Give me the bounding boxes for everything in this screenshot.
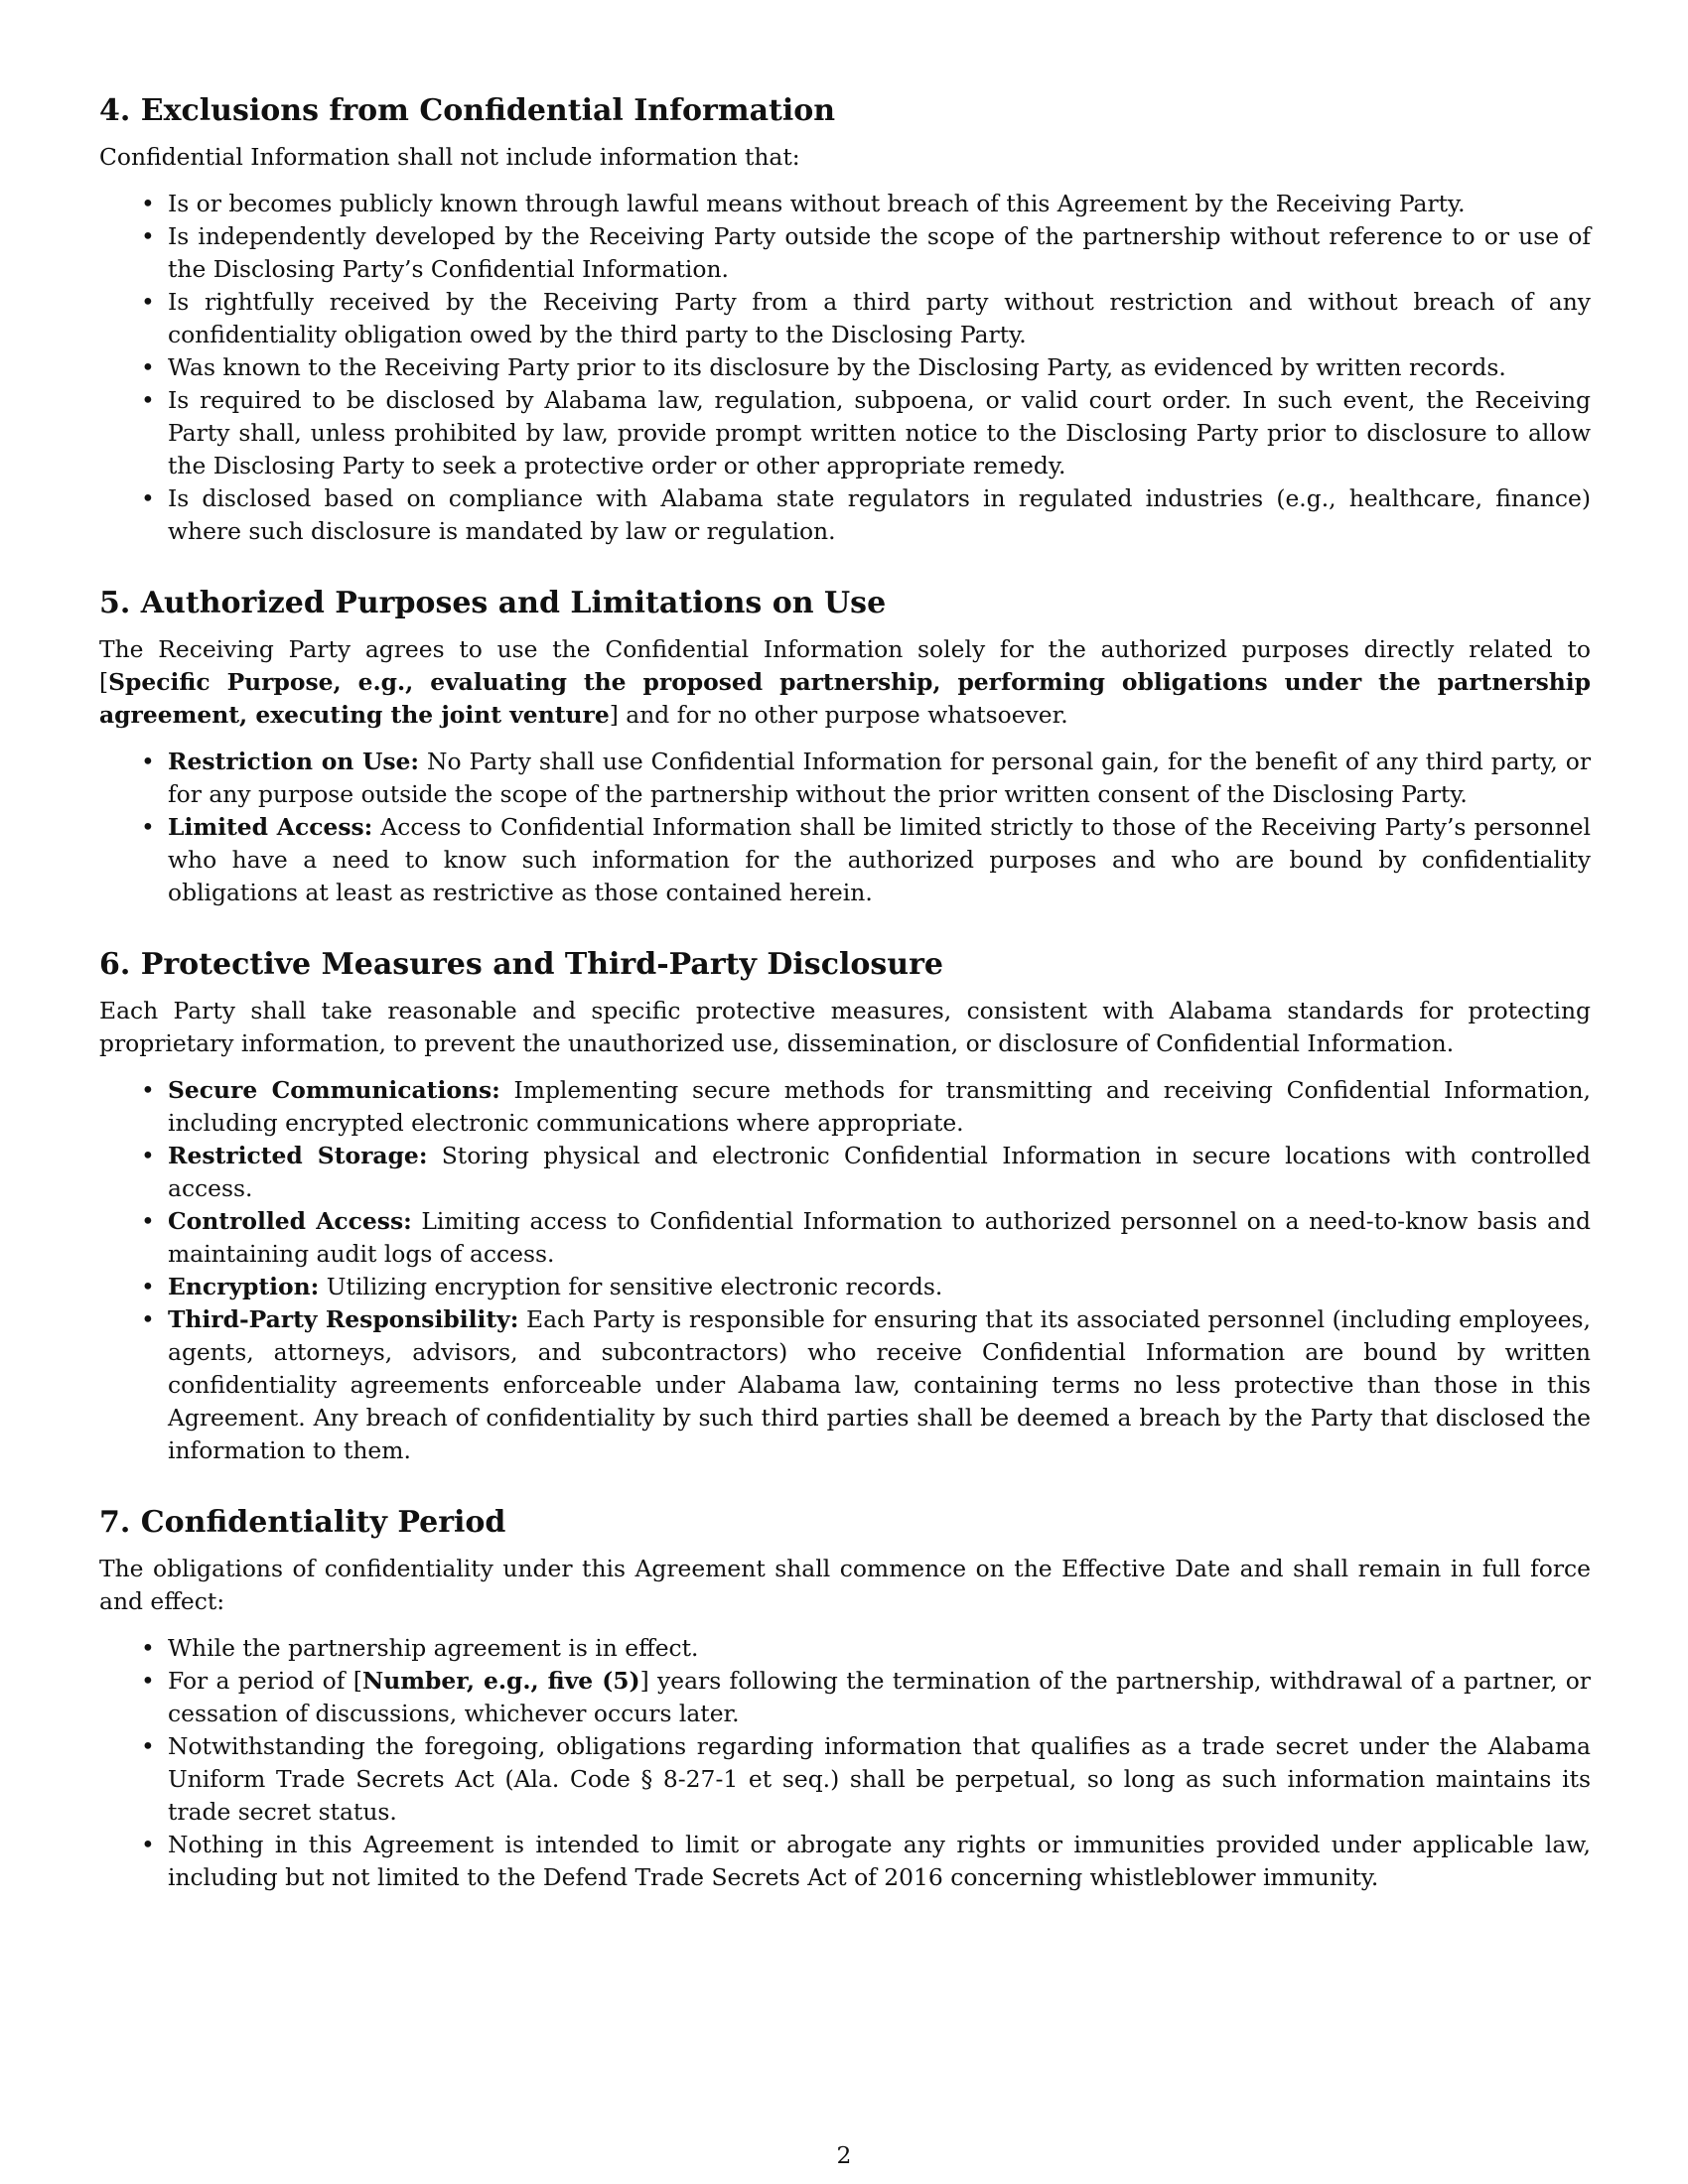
section-intro: Confidential Information shall not include information that: bbox=[99, 143, 800, 171]
section-intro: Each Party shall take reasonable and specific protective measures, consistent with Alabama standards for protecting proprietary information, to prevent the unauthorized use, dissemination, or disclosure of Confidential Information. bbox=[99, 997, 1591, 1057]
section-6-protective-measures bbox=[99, 945, 1591, 1467]
item-label: Restricted Storage: bbox=[168, 1142, 428, 1169]
document-page bbox=[99, 91, 1591, 1930]
confidentiality-period-list bbox=[99, 1632, 1591, 1894]
item-label: Restriction on Use: bbox=[168, 748, 420, 775]
list-item bbox=[99, 1205, 1591, 1271]
list-item bbox=[99, 1074, 1591, 1140]
list-item bbox=[99, 746, 1591, 811]
list-item: • Is rightfully received by the Receiving Party from a third party without restriction and without breach of any confidentiality obligation owed by the third party to the Disclosing Party. bbox=[99, 286, 1591, 351]
item-label: Controlled Access: bbox=[168, 1207, 412, 1235]
item-label: Encryption: bbox=[168, 1273, 320, 1300]
protective-measures-list bbox=[99, 1074, 1591, 1467]
list-item: • Is or becomes publicly known through lawful means without breach of this Agreement by the Receiving Party. bbox=[99, 188, 1591, 220]
item-text: For a period of [ bbox=[168, 1667, 362, 1695]
section-5-authorized-purposes bbox=[99, 584, 1591, 909]
item-text: ] years following the termination of the partnership, withdrawal of a partner, or cessation of discussions, whichever occurs later. bbox=[168, 1667, 1591, 1727]
item-text: No Party shall use Confidential Information for personal gain, for the benefit of any third party, or for any purpose outside the scope of the partnership without the prior written consent of the Disclosing Party. bbox=[168, 748, 1592, 808]
section-intro: The obligations of confidentiality under this Agreement shall commence on the Effective Date and shall remain in full force and effect: bbox=[99, 1555, 1591, 1615]
item-label: Limited Access: bbox=[168, 813, 373, 841]
section-heading: 6. Protective Measures and Third-Party Disclosure bbox=[99, 947, 943, 982]
item-text: Implementing secure methods for transmitting and receiving Confidential Information, including encrypted electronic communications where appropriate. bbox=[168, 1076, 1591, 1137]
intro-text: ] and for no other purpose whatsoever. bbox=[609, 701, 1068, 729]
item-text: Access to Confidential Information shall be limited strictly to those of the Receiving Party’s personnel who have a need to know such information for the authorized purposes and who are bound by confidentiality obligations at least as restrictive as those contained herein. bbox=[168, 813, 1591, 906]
item-text: Each Party is responsible for ensuring that its associated personnel (including employees, agents, attorneys, advisors, and subcontractors) who receive Confidential Information are bound by written confidentiality agreements enforceable under Alabama law, containing terms no less protective than those in this Agreement. Any breach of confidentiality by such third parties shall be deemed a breach by the Party that disclosed the information to them. bbox=[168, 1305, 1591, 1464]
section-intro bbox=[99, 633, 1591, 732]
list-item bbox=[99, 1665, 1591, 1730]
list-item: • Was known to the Receiving Party prior to its disclosure by the Disclosing Party, as evidenced by written records. bbox=[99, 351, 1591, 384]
list-item bbox=[99, 1271, 1591, 1303]
exclusions-list bbox=[99, 188, 1591, 548]
item-text: Storing physical and electronic Confidential Information in secure locations with controlled access. bbox=[168, 1142, 1591, 1202]
intro-text: The Receiving Party agrees to use the Confidential Information solely for the authorized purposes directly related to [ bbox=[99, 635, 1591, 696]
page-number: 2 bbox=[836, 2141, 852, 2169]
list-item: • Is disclosed based on compliance with Alabama state regulators in regulated industries (e.g., healthcare, finance) where such disclosure is mandated by law or regulation. bbox=[99, 482, 1591, 548]
item-text: Limiting access to Confidential Information to authorized personnel on a need-to-know basis and maintaining audit logs of access. bbox=[168, 1207, 1592, 1268]
list-item: • Notwithstanding the foregoing, obligations regarding information that qualifies as a trade secret under the Alabama Uniform Trade Secrets Act (Ala. Code § 8-27-1 et seq.) shall be perpetual, so long as such information maintains its trade secret status. bbox=[99, 1730, 1591, 1829]
list-item: • While the partnership agreement is in effect. bbox=[99, 1632, 1591, 1665]
section-heading: 7. Confidentiality Period bbox=[99, 1505, 506, 1540]
use-limitations-list bbox=[99, 746, 1591, 909]
section-heading: 5. Authorized Purposes and Limitations on Use bbox=[99, 586, 887, 620]
specific-purpose-placeholder: Specific Purpose, e.g., evaluating the proposed partnership, performing obligations under the partnership agreement, executing the joint venture bbox=[99, 668, 1591, 729]
item-label: Third-Party Responsibility: bbox=[168, 1305, 519, 1333]
item-text: Utilizing encryption for sensitive electronic records. bbox=[319, 1273, 943, 1300]
section-4-exclusions bbox=[99, 91, 1591, 548]
section-7-confidentiality-period bbox=[99, 1503, 1591, 1894]
number-placeholder: Number, e.g., five (5) bbox=[361, 1667, 640, 1695]
item-label: Secure Communications: bbox=[168, 1076, 500, 1104]
list-item: • Is independently developed by the Receiving Party outside the scope of the partnership without reference to or use of the Disclosing Party’s Confidential Information. bbox=[99, 220, 1591, 286]
list-item bbox=[99, 1303, 1591, 1467]
list-item bbox=[99, 1140, 1591, 1205]
list-item: • Nothing in this Agreement is intended to limit or abrogate any rights or immunities provided under applicable law, including but not limited to the Defend Trade Secrets Act of 2016 concerning whistleblower immunity. bbox=[99, 1829, 1591, 1894]
section-heading: 4. Exclusions from Confidential Information bbox=[99, 93, 836, 128]
list-item: • Is required to be disclosed by Alabama law, regulation, subpoena, or valid court order. In such event, the Receiving Party shall, unless prohibited by law, provide prompt written notice to the Disclosing Party prior to disclosure to allow the Disclosing Party to seek a protective order or other appropriate remedy. bbox=[99, 384, 1591, 482]
list-item bbox=[99, 811, 1591, 909]
